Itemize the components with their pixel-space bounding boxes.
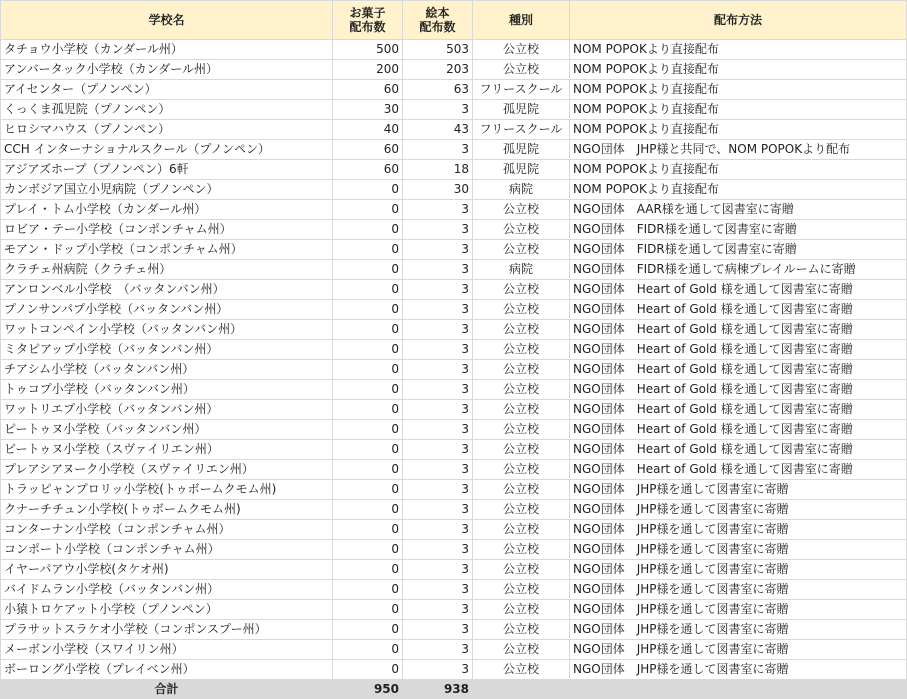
- cell-type[interactable]: 公立校: [473, 400, 570, 420]
- cell-books[interactable]: 3: [403, 540, 473, 560]
- table-row: [1, 600, 907, 620]
- cell-school[interactable]: イヤーパアウ小学校(タケオ州): [1, 560, 333, 580]
- cell-snacks[interactable]: 0: [333, 620, 403, 640]
- cell-method[interactable]: NGO団体 Heart of Gold 様を通して図書室に寄贈: [570, 460, 907, 480]
- table-row: [1, 360, 907, 380]
- cell-books[interactable]: 3: [403, 360, 473, 380]
- cell-school[interactable]: タチョウ小学校（カンダール州）: [1, 40, 333, 60]
- table-row: [1, 100, 907, 120]
- cell-snacks[interactable]: 60: [333, 160, 403, 180]
- cell-school[interactable]: ボーロング小学校（プレイベン州）: [1, 660, 333, 680]
- cell-school[interactable]: クラチェ州病院（クラチェ州）: [1, 260, 333, 280]
- table-row: [1, 160, 907, 180]
- cell-method[interactable]: NGO団体 Heart of Gold 様を通して図書室に寄贈: [570, 420, 907, 440]
- cell-books[interactable]: 3: [403, 500, 473, 520]
- cell-books[interactable]: 63: [403, 80, 473, 100]
- cell-type[interactable]: 孤児院: [473, 140, 570, 160]
- table-row: [1, 340, 907, 360]
- header-method[interactable]: 配布方法: [570, 1, 907, 40]
- cell-method[interactable]: NGO団体 JHP様を通して図書室に寄贈: [570, 560, 907, 580]
- cell-books[interactable]: 3: [403, 380, 473, 400]
- cell-type[interactable]: 公立校: [473, 460, 570, 480]
- cell-books[interactable]: 3: [403, 200, 473, 220]
- cell-school[interactable]: ミタピアップ小学校（バッタンバン州）: [1, 340, 333, 360]
- cell-school[interactable]: アジアズホープ（プノンペン）6軒: [1, 160, 333, 180]
- cell-snacks[interactable]: 0: [333, 660, 403, 680]
- cell-school[interactable]: プレアシアヌーク小学校（スヴァイリエン州）: [1, 460, 333, 480]
- cell-school[interactable]: アンバータック小学校（カンダール州）: [1, 60, 333, 80]
- table-row: [1, 620, 907, 640]
- cell-school[interactable]: ヒロシマハウス（プノンペン）: [1, 120, 333, 140]
- cell-snacks[interactable]: 0: [333, 260, 403, 280]
- header-snacks-line1: お菓子: [349, 6, 386, 20]
- cell-books[interactable]: 43: [403, 120, 473, 140]
- cell-snacks[interactable]: 0: [333, 440, 403, 460]
- header-school[interactable]: 学校名: [1, 1, 333, 40]
- cell-school[interactable]: アンロンベル小学校 （バッタンバン州）: [1, 280, 333, 300]
- table-footer: [1, 680, 907, 699]
- cell-snacks[interactable]: 0: [333, 340, 403, 360]
- cell-method[interactable]: NOM POPOKより直接配布: [570, 180, 907, 200]
- cell-type[interactable]: 公立校: [473, 660, 570, 680]
- header-books-line2: 配布数: [419, 20, 456, 34]
- cell-school[interactable]: ピートゥヌ小学校（バッタンバン州）: [1, 420, 333, 440]
- cell-books[interactable]: 3: [403, 600, 473, 620]
- cell-method[interactable]: NGO団体 JHP様を通して図書室に寄贈: [570, 620, 907, 640]
- table-row: [1, 40, 907, 60]
- cell-type[interactable]: 公立校: [473, 300, 570, 320]
- cell-method[interactable]: NGO団体 AAR様を通して図書室に寄贈: [570, 200, 907, 220]
- cell-snacks[interactable]: 60: [333, 80, 403, 100]
- cell-type[interactable]: 病院: [473, 260, 570, 280]
- cell-school[interactable]: バイドムラン小学校（バッタンバン州）: [1, 580, 333, 600]
- cell-books[interactable]: 3: [403, 240, 473, 260]
- table-row: [1, 440, 907, 460]
- table-row: [1, 480, 907, 500]
- cell-method[interactable]: NGO団体 JHP様を通して図書室に寄贈: [570, 500, 907, 520]
- table-row: [1, 540, 907, 560]
- cell-method[interactable]: NOM POPOKより直接配布: [570, 120, 907, 140]
- cell-school[interactable]: コンターナン小学校（コンポンチャム州）: [1, 520, 333, 540]
- cell-method[interactable]: NGO団体 JHP様を通して図書室に寄贈: [570, 660, 907, 680]
- cell-school[interactable]: チアシム小学校（バッタンバン州）: [1, 360, 333, 380]
- cell-books[interactable]: 30: [403, 180, 473, 200]
- header-type[interactable]: 種別: [473, 1, 570, 40]
- table-row: [1, 200, 907, 220]
- cell-snacks[interactable]: 0: [333, 400, 403, 420]
- cell-snacks[interactable]: 0: [333, 560, 403, 580]
- cell-books[interactable]: 3: [403, 220, 473, 240]
- cell-type[interactable]: 公立校: [473, 520, 570, 540]
- cell-type[interactable]: 公立校: [473, 420, 570, 440]
- cell-type[interactable]: 公立校: [473, 440, 570, 460]
- cell-method[interactable]: NGO団体 FIDR様を通して病棟プレイルームに寄贈: [570, 260, 907, 280]
- cell-school[interactable]: クナーチチュン小学校(トゥボームクモム州): [1, 500, 333, 520]
- table-row: [1, 660, 907, 680]
- cell-snacks[interactable]: 0: [333, 200, 403, 220]
- cell-type[interactable]: 公立校: [473, 60, 570, 80]
- table-row: [1, 120, 907, 140]
- cell-snacks[interactable]: 0: [333, 300, 403, 320]
- cell-method[interactable]: NGO団体 Heart of Gold 様を通して図書室に寄贈: [570, 440, 907, 460]
- table-row: [1, 300, 907, 320]
- table-header: [1, 1, 907, 40]
- cell-books[interactable]: 3: [403, 100, 473, 120]
- cell-type[interactable]: フリースクール: [473, 80, 570, 100]
- table-row: [1, 240, 907, 260]
- table-row: [1, 500, 907, 520]
- cell-books[interactable]: 3: [403, 460, 473, 480]
- header-snacks-line2: 配布数: [349, 20, 386, 34]
- cell-snacks[interactable]: 0: [333, 280, 403, 300]
- cell-books[interactable]: 3: [403, 560, 473, 580]
- totals-row: [1, 680, 907, 699]
- cell-school[interactable]: ワットリエプ小学校（バッタンバン州）: [1, 400, 333, 420]
- cell-school[interactable]: トラッピャンプロリッ小学校(トゥボームクモム州): [1, 480, 333, 500]
- cell-books[interactable]: 3: [403, 400, 473, 420]
- cell-method[interactable]: NOM POPOKより直接配布: [570, 80, 907, 100]
- cell-snacks[interactable]: 0: [333, 180, 403, 200]
- cell-books[interactable]: 3: [403, 580, 473, 600]
- cell-books[interactable]: 3: [403, 300, 473, 320]
- totals-snacks[interactable]: 950: [333, 680, 403, 699]
- table-row: [1, 260, 907, 280]
- totals-books[interactable]: 938: [403, 680, 473, 699]
- cell-snacks[interactable]: 0: [333, 580, 403, 600]
- table-row: [1, 640, 907, 660]
- cell-method[interactable]: NGO団体 JHP様を通して図書室に寄贈: [570, 600, 907, 620]
- cell-school[interactable]: カンボジア国立小児病院（プノンペン）: [1, 180, 333, 200]
- cell-school[interactable]: アイセンター（プノンペン）: [1, 80, 333, 100]
- cell-school[interactable]: プノンサンパプ小学校（バッタンバン州）: [1, 300, 333, 320]
- cell-method[interactable]: NGO団体 FIDR様を通して図書室に寄贈: [570, 240, 907, 260]
- cell-type[interactable]: 公立校: [473, 480, 570, 500]
- header-snacks[interactable]: [333, 1, 403, 40]
- cell-type[interactable]: 公立校: [473, 500, 570, 520]
- cell-snacks[interactable]: 0: [333, 240, 403, 260]
- cell-books[interactable]: 3: [403, 660, 473, 680]
- cell-books[interactable]: 3: [403, 140, 473, 160]
- cell-type[interactable]: 公立校: [473, 560, 570, 580]
- cell-type[interactable]: 病院: [473, 180, 570, 200]
- cell-snacks[interactable]: 500: [333, 40, 403, 60]
- cell-type[interactable]: 公立校: [473, 280, 570, 300]
- cell-books[interactable]: 3: [403, 340, 473, 360]
- cell-books[interactable]: 503: [403, 40, 473, 60]
- cell-type[interactable]: 公立校: [473, 40, 570, 60]
- cell-method[interactable]: NGO団体 JHP様を通して図書室に寄贈: [570, 540, 907, 560]
- table-row: [1, 220, 907, 240]
- table-row: [1, 460, 907, 480]
- table-row: [1, 180, 907, 200]
- cell-books[interactable]: 3: [403, 320, 473, 340]
- cell-snacks[interactable]: 30: [333, 100, 403, 120]
- cell-method[interactable]: NGO団体 JHP様を通して図書室に寄贈: [570, 640, 907, 660]
- cell-snacks[interactable]: 0: [333, 600, 403, 620]
- cell-type[interactable]: フリースクール: [473, 120, 570, 140]
- cell-school[interactable]: くっくま孤児院（プノンペン）: [1, 100, 333, 120]
- totals-label[interactable]: 合計: [1, 680, 333, 699]
- cell-type[interactable]: 公立校: [473, 600, 570, 620]
- table-row: [1, 320, 907, 340]
- cell-school[interactable]: メーボン小学校（スワイリン州）: [1, 640, 333, 660]
- table-row: [1, 520, 907, 540]
- cell-books[interactable]: 3: [403, 620, 473, 640]
- cell-type[interactable]: 公立校: [473, 580, 570, 600]
- table-row: [1, 60, 907, 80]
- cell-snacks[interactable]: 0: [333, 220, 403, 240]
- cell-type[interactable]: 公立校: [473, 640, 570, 660]
- cell-method[interactable]: NOM POPOKより直接配布: [570, 60, 907, 80]
- table-row: [1, 140, 907, 160]
- cell-books[interactable]: 3: [403, 640, 473, 660]
- cell-books[interactable]: 3: [403, 480, 473, 500]
- cell-books[interactable]: 3: [403, 440, 473, 460]
- cell-books[interactable]: 18: [403, 160, 473, 180]
- cell-method[interactable]: NGO団体 Heart of Gold 様を通して図書室に寄贈: [570, 280, 907, 300]
- totals-method[interactable]: [570, 680, 907, 699]
- header-row: [1, 1, 907, 40]
- cell-books[interactable]: 3: [403, 260, 473, 280]
- cell-school[interactable]: ピートゥヌ小学校（スヴァイリエン州）: [1, 440, 333, 460]
- cell-snacks[interactable]: 0: [333, 480, 403, 500]
- cell-method[interactable]: NGO団体 JHP様を通して図書室に寄贈: [570, 580, 907, 600]
- cell-school[interactable]: トゥコプ小学校（バッタンバン州）: [1, 380, 333, 400]
- cell-snacks[interactable]: 0: [333, 460, 403, 480]
- cell-snacks[interactable]: 0: [333, 500, 403, 520]
- cell-method[interactable]: NGO団体 Heart of Gold 様を通して図書室に寄贈: [570, 300, 907, 320]
- cell-method[interactable]: NOM POPOKより直接配布: [570, 100, 907, 120]
- cell-type[interactable]: 公立校: [473, 240, 570, 260]
- cell-school[interactable]: プラサットスラケオ小学校（コンポンスプー州）: [1, 620, 333, 640]
- table-row: [1, 420, 907, 440]
- cell-method[interactable]: NGO団体 Heart of Gold 様を通して図書室に寄贈: [570, 400, 907, 420]
- cell-books[interactable]: 3: [403, 420, 473, 440]
- cell-type[interactable]: 公立校: [473, 380, 570, 400]
- cell-snacks[interactable]: 0: [333, 640, 403, 660]
- header-books[interactable]: [403, 1, 473, 40]
- cell-books[interactable]: 3: [403, 280, 473, 300]
- header-books-line1: 絵本: [425, 6, 450, 20]
- cell-method[interactable]: NGO団体 Heart of Gold 様を通して図書室に寄贈: [570, 320, 907, 340]
- cell-school[interactable]: ロビア・テー小学校（コンポンチャム州）: [1, 220, 333, 240]
- cell-type[interactable]: 孤児院: [473, 100, 570, 120]
- cell-method[interactable]: NGO団体 FIDR様を通して図書室に寄贈: [570, 220, 907, 240]
- cell-school[interactable]: 小猿トロケアット小学校（プノンペン）: [1, 600, 333, 620]
- cell-snacks[interactable]: 0: [333, 320, 403, 340]
- cell-school[interactable]: コンポート小学校（コンポンチャム州）: [1, 540, 333, 560]
- cell-snacks[interactable]: 40: [333, 120, 403, 140]
- table-row: [1, 580, 907, 600]
- cell-books[interactable]: 3: [403, 520, 473, 540]
- cell-method[interactable]: NGO団体 JHP様を通して図書室に寄贈: [570, 480, 907, 500]
- cell-snacks[interactable]: 0: [333, 420, 403, 440]
- cell-method[interactable]: NGO団体 Heart of Gold 様を通して図書室に寄贈: [570, 340, 907, 360]
- cell-school[interactable]: プレイ・トム小学校（カンダール州）: [1, 200, 333, 220]
- cell-type[interactable]: 公立校: [473, 320, 570, 340]
- table-row: [1, 80, 907, 100]
- cell-type[interactable]: 公立校: [473, 620, 570, 640]
- cell-method[interactable]: NGO団体 JHP様と共同で、NOM POPOKより配布: [570, 140, 907, 160]
- cell-school[interactable]: モアン・ドップ小学校（コンポンチャム州）: [1, 240, 333, 260]
- cell-type[interactable]: 孤児院: [473, 160, 570, 180]
- cell-school[interactable]: ワットコンペイン小学校（バッタンバン州）: [1, 320, 333, 340]
- cell-method[interactable]: NGO団体 JHP様を通して図書室に寄贈: [570, 520, 907, 540]
- cell-type[interactable]: 公立校: [473, 340, 570, 360]
- cell-method[interactable]: NGO団体 Heart of Gold 様を通して図書室に寄贈: [570, 360, 907, 380]
- table-row: [1, 280, 907, 300]
- cell-method[interactable]: NGO団体 Heart of Gold 様を通して図書室に寄贈: [570, 380, 907, 400]
- cell-method[interactable]: NOM POPOKより直接配布: [570, 40, 907, 60]
- cell-snacks[interactable]: 200: [333, 60, 403, 80]
- cell-snacks[interactable]: 0: [333, 380, 403, 400]
- totals-type[interactable]: [473, 680, 570, 699]
- cell-school[interactable]: CCH インターナショナルスクール（プノンペン）: [1, 140, 333, 160]
- table-row: [1, 380, 907, 400]
- table-row: [1, 560, 907, 580]
- table-body: [1, 40, 907, 680]
- cell-snacks[interactable]: 0: [333, 360, 403, 380]
- cell-snacks[interactable]: 60: [333, 140, 403, 160]
- cell-type[interactable]: 公立校: [473, 540, 570, 560]
- cell-type[interactable]: 公立校: [473, 220, 570, 240]
- cell-method[interactable]: NOM POPOKより直接配布: [570, 160, 907, 180]
- cell-books[interactable]: 203: [403, 60, 473, 80]
- table-row: [1, 400, 907, 420]
- cell-type[interactable]: 公立校: [473, 360, 570, 380]
- cell-snacks[interactable]: 0: [333, 540, 403, 560]
- cell-snacks[interactable]: 0: [333, 520, 403, 540]
- cell-type[interactable]: 公立校: [473, 200, 570, 220]
